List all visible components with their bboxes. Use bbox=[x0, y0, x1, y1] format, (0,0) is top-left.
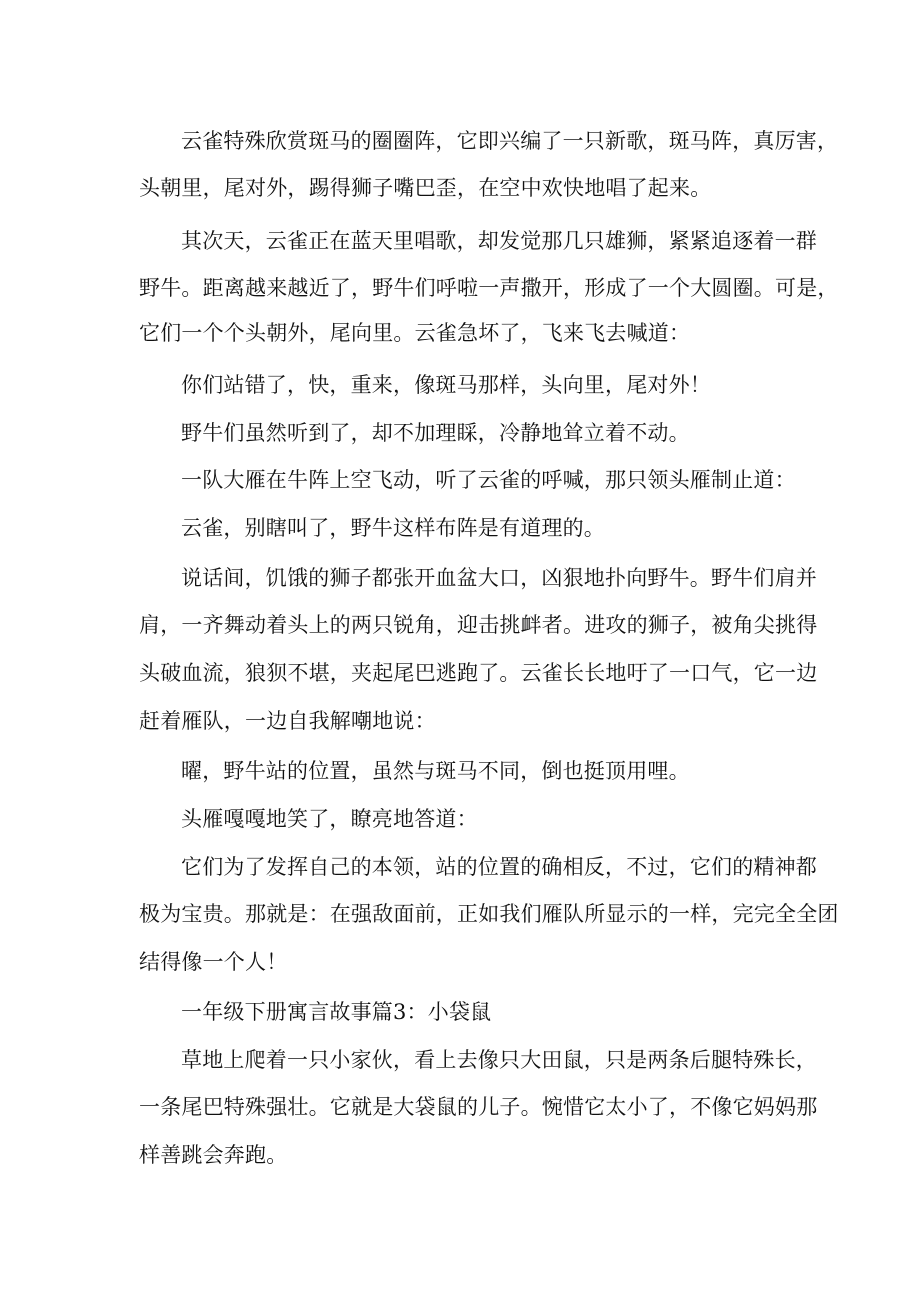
paragraph-line: 头雁嘎嘎地笑了，瞭亮地答道： bbox=[181, 807, 478, 831]
section-heading: 一年级下册寓言故事篇3：小袋鼠 bbox=[181, 1000, 492, 1024]
paragraph-line: 云雀，别瞎叫了，野牛这样布阵是有道理的。 bbox=[181, 516, 605, 540]
paragraph-line: 头破血流，狼狈不堪，夹起尾巴逃跑了。云雀长长地吁了一口气，它一边 bbox=[139, 661, 818, 685]
paragraph-line: 它们为了发挥自己的本领，站的位置的确相反，不过，它们的精神都 bbox=[181, 855, 817, 879]
paragraph-line: 它们一个个头朝外，尾向里。云雀急坏了，飞来飞去喊道： bbox=[139, 321, 691, 345]
paragraph-line: 云雀特殊欣赏斑马的圈圈阵，它即兴编了一只新歌，斑马阵，真厉害， bbox=[181, 129, 839, 153]
paragraph-line: 结得像一个人！ bbox=[139, 950, 288, 974]
paragraph-line: 你们站错了，快，重来，像斑马那样，头向里，尾对外！ bbox=[181, 373, 711, 397]
paragraph-line: 其次天，云雀正在蓝天里唱歌，却发觉那几只雄狮，紧紧追逐着一群 bbox=[181, 229, 817, 253]
paragraph-line: 草地上爬着一只小家伙，看上去像只大田鼠，只是两条后腿特殊长， bbox=[181, 1048, 817, 1072]
paragraph-line: 说话间，饥饿的狮子都张开血盆大口，凶狠地扑向野牛。野牛们肩并 bbox=[181, 566, 817, 590]
paragraph-line: 曜，野牛站的位置，虽然与斑马不同，倒也挺顶用哩。 bbox=[181, 759, 690, 783]
paragraph-line: 野牛。距离越来越近了，野牛们呼啦一声撒开，形成了一个大圆圈。可是， bbox=[139, 276, 839, 300]
paragraph-line: 肩，一齐舞动着头上的两只锐角，迎击挑衅者。进攻的狮子，被角尖挑得 bbox=[139, 613, 818, 637]
paragraph-line: 一队大雁在牛阵上空飞动，听了云雀的呼喊，那只领头雁制止道： bbox=[181, 468, 796, 492]
paragraph-line: 极为宝贵。那就是：在强敌面前，正如我们雁队所显示的一样，完完全全团 bbox=[139, 902, 839, 926]
paragraph-line: 赶着雁队，一边自我解嘲地说： bbox=[139, 709, 436, 733]
paragraph-line: 一条尾巴特殊强壮。它就是大袋鼠的儿子。惋惜它太小了，不像它妈妈那 bbox=[139, 1095, 818, 1119]
paragraph-line: 野牛们虽然听到了，却不加理睬，冷静地耸立着不动。 bbox=[181, 421, 690, 445]
paragraph-line: 样善跳会奔跑。 bbox=[139, 1143, 288, 1167]
paragraph-line: 头朝里，尾对外，踢得狮子嘴巴歪，在空中欢快地唱了起来。 bbox=[139, 176, 712, 200]
